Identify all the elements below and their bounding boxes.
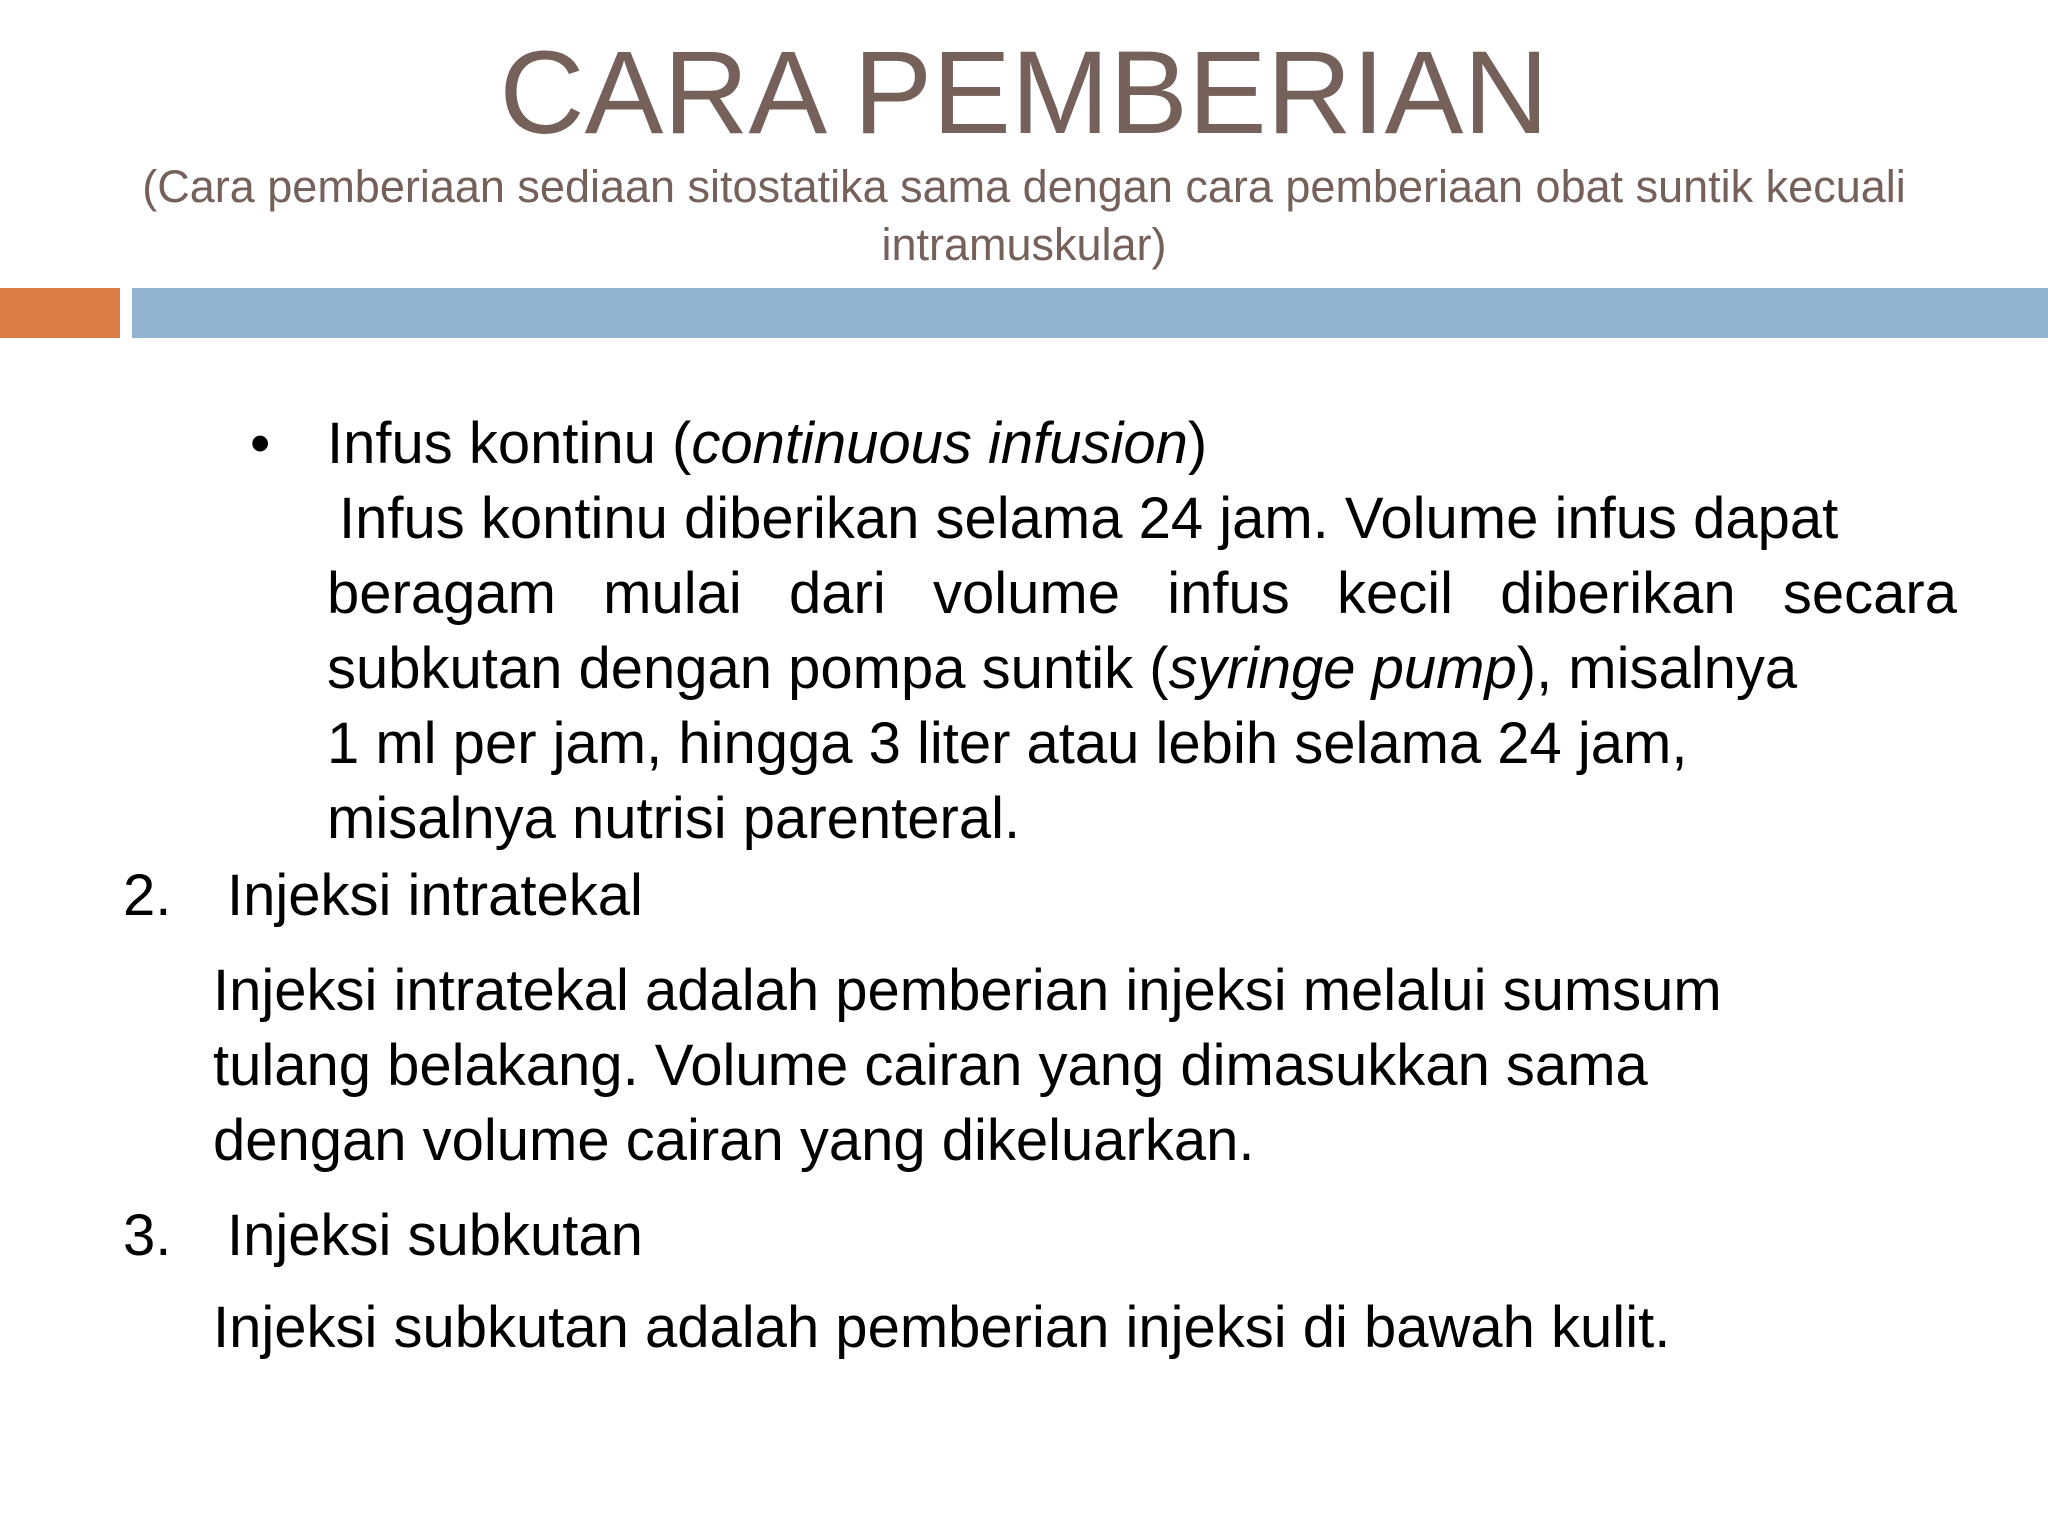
- bullet-body-line: Infus kontinu diberikan selama 24 jam. Volume infus dapat: [339, 486, 1839, 551]
- bullet-icon: •: [250, 411, 271, 476]
- description-line: tulang belakang. Volume cairan yang dimasukkan sama: [213, 1033, 1648, 1098]
- bullet-body-line3-italic: syringe pump: [1168, 636, 1517, 701]
- bullet-heading-italic: continuous infusion: [691, 411, 1188, 476]
- list-item-injeksi-subkutan: [123, 1198, 643, 1273]
- description-line: Injeksi intratekal adalah pemberian injeksi melalui sumsum: [213, 958, 1722, 1023]
- list-item-heading: Injeksi intratekal: [227, 863, 643, 928]
- list-item-injeksi-intratekal: [123, 858, 643, 933]
- bullet-heading-pre: Infus kontinu (: [327, 411, 692, 476]
- bullet-body-line3-pre: subkutan dengan pompa suntik (: [327, 636, 1169, 701]
- bullet-body-line: 1 ml per jam, hingga 3 liter atau lebih selama 24 jam,: [327, 711, 1688, 776]
- list-item-heading: Injeksi subkutan: [227, 1203, 643, 1268]
- bullet-body-line3-post: ), misalnya: [1516, 636, 1798, 701]
- bullet-body-line: beragam mulai dari volume infus kecil diberikan secara: [327, 561, 1957, 626]
- bullet-heading: [327, 406, 1207, 481]
- bullet-heading-post: ): [1187, 411, 1208, 476]
- list-item-description: [213, 1290, 2013, 1365]
- bullet-body-line: [327, 631, 1957, 706]
- slide-title: CARA PEMBERIAN: [499, 27, 1549, 159]
- bullet-body: [327, 481, 1957, 856]
- list-item-description: [213, 953, 2013, 1178]
- description-line: Injeksi subkutan adalah pemberian injeksi di bawah kulit.: [213, 1295, 1671, 1360]
- description-line: dengan volume cairan yang dikeluarkan.: [213, 1108, 1255, 1173]
- list-item-number: 2.: [123, 863, 172, 928]
- slide-subtitle: (Cara pemberiaan sediaan sitostatika sama dengan cara pemberiaan obat suntik kecuali intramuskular): [142, 161, 1906, 270]
- list-item-number: 3.: [123, 1203, 172, 1268]
- bullet-body-line: misalnya nutrisi parenteral.: [327, 786, 1021, 851]
